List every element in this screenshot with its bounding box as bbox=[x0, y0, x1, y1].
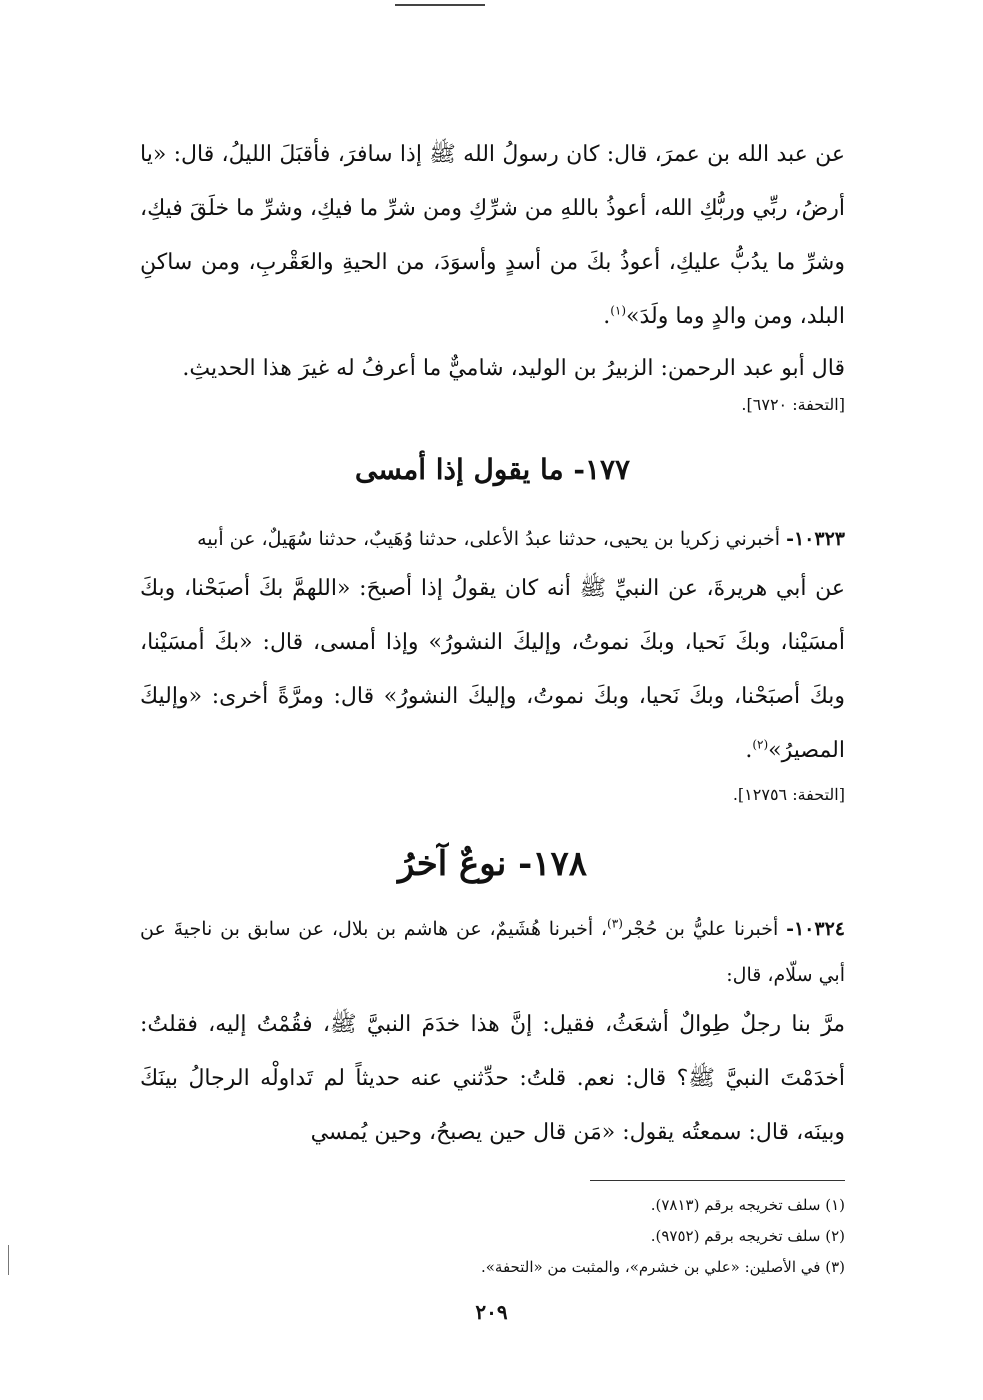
footnote-1: (١) سلف تخريجه برقم (٧٨١٣). bbox=[650, 1196, 845, 1214]
scan-edge-mark bbox=[8, 1245, 9, 1275]
hadith-number: ١٠٣٢٤- bbox=[786, 918, 845, 940]
footnote-2: (٢) سلف تخريجه برقم (٩٧٥٢). bbox=[650, 1227, 845, 1245]
punctuation: . bbox=[603, 304, 611, 329]
hadith-text-servant: مرَّ بنا رجلٌ طِوالٌ أشعَثُ، فقيل: إنَّ هذا خدَمَ النبيَّ ﷺ، فقُمْتُ إليه، فقلتُ: أخدَمْتَ النبيَّ ﷺ؟ قال: نعم. قلتُ: حدِّثني عنه حديثاً لم تَداولْه الرجالُ بينَكَ وبينَه، قال: سمعتُه يقول: «مَن قال حين يصبحُ، وحين يُمسي bbox=[140, 1012, 845, 1145]
hadith-text: عن أبي هريرةَ، عن النبيِّ ﷺ أنه كان يقولُ إذا أصبحَ: «اللهمَّ بكَ أصبَحْنا، وبكَ أمسَيْنا، وبكَ نَحيا، وبكَ نموتُ، وإليكَ النشورُ» وإذا أمسى، قال: «بكَ أمسَيْنا، وبكَ أصبَحْنا، وبكَ نَحيا، وبكَ نموتُ، وإليكَ النشورُ» قال: ومرَّةً أخرى: «وإليكَ المصيرُ» bbox=[140, 576, 845, 763]
footnote-ref[interactable]: (٢) bbox=[752, 737, 769, 752]
isnad-text: أخبرنا عليُّ بن حُجْر bbox=[622, 918, 779, 940]
page-body bbox=[140, 128, 845, 1160]
footnote-3: (٣) في الأصلين: «علي بن خشرم»، والمثبت من «التحفة». bbox=[480, 1258, 845, 1276]
punctuation: . bbox=[745, 738, 753, 763]
tuhfa-reference: [التحفة: ١٢٧٥٦]. bbox=[732, 785, 845, 804]
author-comment: قال أبو عبد الرحمن: الزبيرُ بن الوليد، شاميٌّ ما أعرفُ له غيرَ هذا الحديثِ. bbox=[182, 356, 845, 381]
narration-chain-10324 bbox=[140, 906, 845, 998]
hadith-text: عن عبد الله بن عمرَ، قال: كان رسولُ الله ﷺ إذا سافرَ، فأقبَلَ الليلُ، قال: «يا أرضُ، ربِّي وربُّكِ الله، أعوذُ باللهِ من شرِّكِ ومن شرِّ ما فيكِ، وشرِّ ما خلَقَ فيكِ، وشرِّ ما يدُبُّ عليكِ، أعوذُ بكَ من أسدٍ وأسوَدَ، من الحيةِ والعَقْربِ، ومن ساكنِ البلد، ومن والدٍ وما ولَدَ» bbox=[140, 142, 845, 329]
footnotes bbox=[140, 1190, 845, 1283]
hadith-number: ١٠٣٢٣- bbox=[786, 528, 845, 550]
footnote-ref[interactable]: (٣) bbox=[607, 916, 623, 931]
isnad-text: أخبرني زكريا بن يحيى، حدثنا عبدُ الأعلى، حدثنا وُهَيبٌ، حدثنا سُهَيلٌ، عن أبيه bbox=[197, 528, 781, 550]
footnote-rule bbox=[590, 1180, 845, 1181]
chapter-title-177: ١٧٧- ما يقول إذا أمسى bbox=[354, 453, 631, 486]
hadith-text-abu-hurayra bbox=[140, 562, 845, 778]
narration-chain-10323 bbox=[140, 516, 845, 562]
tuhfa-reference: [التحفة: ٦٧٢٠]. bbox=[741, 395, 845, 414]
chapter-title-178: ١٧٨- نوعٌ آخرُ bbox=[397, 844, 588, 884]
page-number: ٢٠٩ bbox=[475, 1300, 508, 1324]
hadith-text-ibn-umar bbox=[140, 128, 845, 344]
footnote-ref[interactable]: (١) bbox=[610, 303, 627, 318]
top-rule bbox=[395, 0, 485, 6]
isnad-text: ، أخبرنا هُشَيمٌ، عن هاشم بن بلال، عن سابق بن ناجيةَ عن أبي سلّام، قال: bbox=[140, 918, 845, 986]
